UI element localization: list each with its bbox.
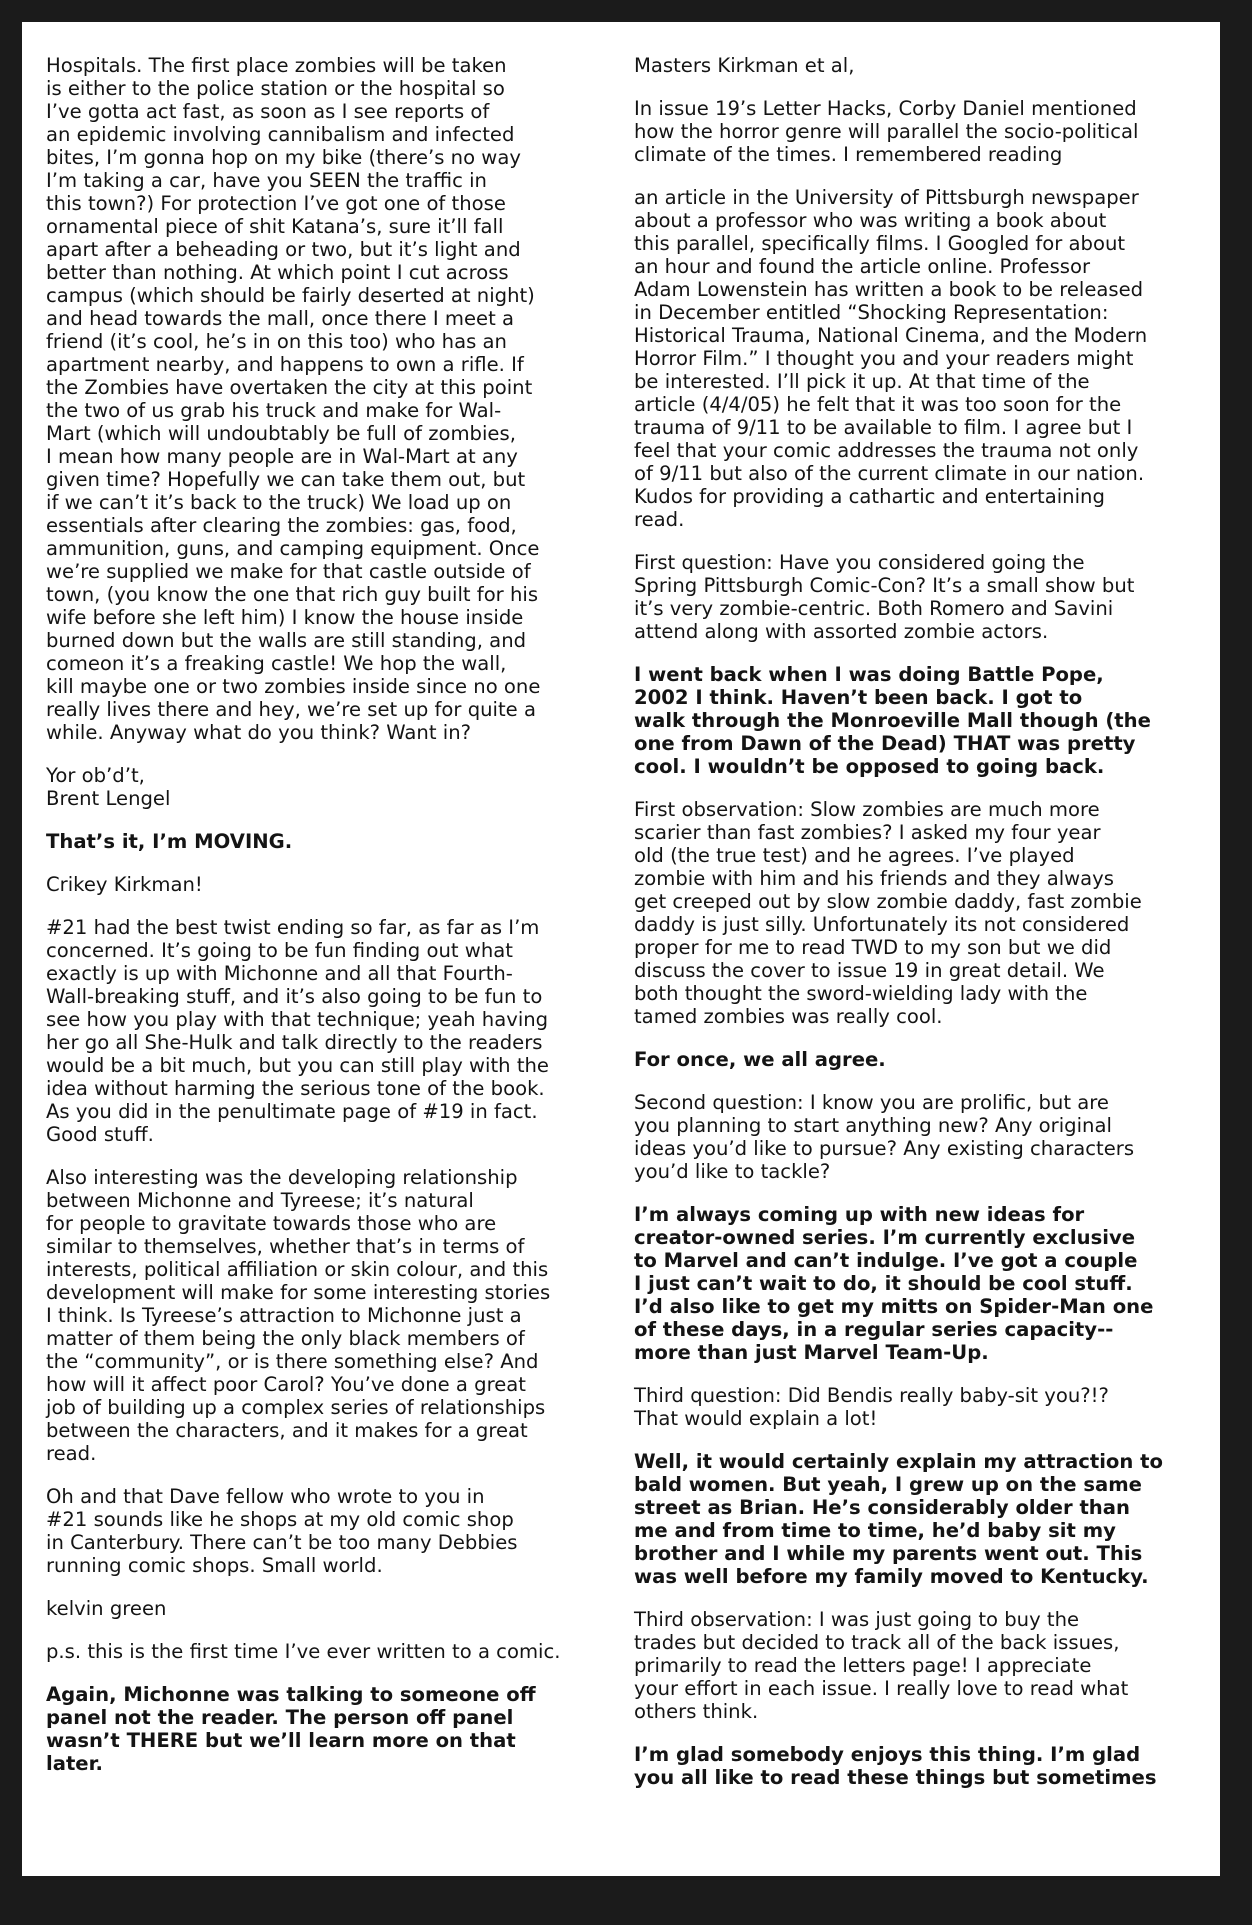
- letter-paragraph: In issue 19’s Letter Hacks, Corby Daniel mentioned how the horror genre will parallel the socio-political climate of the times. I remembered reading: [634, 97, 1139, 166]
- letter-paragraph: #21 had the best twist ending so far, as far as I’m concerned. It’s going to be fun finding out what exactly is up with Michonne and all that Fourth- Wall-breaking stuff, and it’s also going to be fun to see how you play with that technique; yeah having her go all She-Hulk and talk directly to the readers would be a bit much, but you can still play with the idea without harming the serious tone of the book. As you did in the penultimate page of #19 in fact. Good stuff.: [46, 916, 549, 1146]
- letter-signoff: Yor ob’d’t, Brent Lengel: [46, 764, 171, 810]
- editor-reply: That’s it, I’m MOVING.: [46, 830, 293, 853]
- editor-reply: Well, it would certainly explain my attraction to bald women. But yeah, I grew up on the same street as Brian. He’s considerably older than me and from time to time, he’d baby sit my brother and I while my parents went out. This was well before my family moved to Kentucky.: [634, 1450, 1163, 1588]
- letter-paragraph: Second question: I know you are prolific, but are you planning to start anything new? Any original ideas you’d like to pursue? Any existing characters you’d like to tackle?: [634, 1091, 1135, 1183]
- editor-reply: Again, Michonne was talking to someone off panel not the reader. The person off panel wasn’t THERE but we’ll learn more on that later.: [46, 1683, 536, 1775]
- letter-paragraph: Third observation: I was just going to buy the trades but decided to track all of the back issues, primarily to read the letters page! I appreciate your effort in each issue. I really love to read what others think.: [634, 1608, 1129, 1723]
- letter-paragraph: First observation: Slow zombies are much more scarier than fast zombies? I asked my four year old (the true test) and he agrees. I’ve played zombie with him and his friends and they always get creeped out by slow zombie daddy, fast zombie daddy is just silly. Unfortunately its not considered proper for me to read TWD to my son but we did discuss the cover to issue 19 in great detail. We both thought the sword-wielding lady with the tamed zombies was really cool.: [634, 798, 1142, 1028]
- letter-signature: kelvin green: [46, 1597, 167, 1620]
- editor-reply: I’m always coming up with new ideas for creator-owned series. I’m currently exclusive to Marvel and can’t indulge. I’ve got a couple I just can’t wait to do, it should be cool stuff. I’d also like to get my mitts on Spider-Man one of these days, in a regular series capacity-- more than just Marvel Team-Up.: [634, 1203, 1154, 1364]
- letter-paragraph: Oh and that Dave fellow who wrote to you in #21 sounds like he shops at my old comic shop in Canterbury. There can’t be too many Debbies running comic shops. Small world.: [46, 1485, 518, 1577]
- right-column: [634, 54, 1200, 1809]
- letter-paragraph: First question: Have you considered going the Spring Pittsburgh Comic-Con? It’s a small show but it’s very zombie-centric. Both Romero and Savini attend along with assorted zombie actors.: [634, 551, 1135, 643]
- editor-reply: I’m glad somebody enjoys this thing. I’m glad you all like to read these things but sometimes: [634, 1743, 1157, 1789]
- letter-greeting: Masters Kirkman et al,: [634, 54, 855, 77]
- letter-paragraph: Third question: Did Bendis really baby-sit you?!? That would explain a lot!: [634, 1384, 1109, 1430]
- letter-paragraph: Also interesting was the developing relationship between Michonne and Tyreese; it’s natural for people to gravitate towards those who are similar to themselves, whether that’s in terms of interests, political affiliation or skin colour, and this development will make for some interesting stories I think. Is Tyreese’s attraction to Michonne just a matter of them being the only black members of the “community”, or is there something else? And how will it affect poor Carol? You’ve done a great job of building up a complex series of relationships between the characters, and it makes for a great read.: [46, 1166, 551, 1465]
- letters-page: [22, 22, 1220, 1876]
- letter-greeting: Crikey Kirkman!: [46, 873, 203, 896]
- left-column: [46, 54, 606, 1795]
- letter-postscript: p.s. this is the first time I’ve ever written to a comic.: [46, 1640, 561, 1663]
- letter-paragraph: Hospitals. The first place zombies will be taken is either to the police station or the hospital so I’ve gotta act fast, as soon as I see reports of an epidemic involving cannibalism and infected bites, I’m gonna hop on my bike (there’s no way I’m taking a car, have you SEEN the traffic in this town?) For protection I’ve got one of those ornamental piece of shit Katana’s, sure it’ll fall apart after a beheading or two, but it’s light and better than nothing. At which point I cut across campus (which should be fairly deserted at night) and head towards the mall, once there I meet a friend (it’s cool, he’s in on this too) who has an apartment nearby, and happens to own a rifle. If the Zombies have overtaken the city at this point the two of us grab his truck and make for Wal- Mart (which will undoubtably be full of zombies, I mean how many people are in Wal-Mart at any given time? Hopefully we can take them out, but if we can’t it’s back to the truck) We load up on essentials after clearing the zombies: gas, food, ammunition, guns, and camping equipment. Once we’re supplied we make for that castle outside of town, (you know the one that rich guy built for his wife before she left him) I know the house inside burned down but the walls are still standing, and comeon it’s a freaking castle! We hop the wall, kill maybe one or two zombies inside since no one really lives there and hey, we’re set up for quite a while. Anyway what do you think? Want in?: [46, 54, 541, 744]
- editor-reply: For once, we all agree.: [634, 1048, 886, 1071]
- letter-paragraph: an article in the University of Pittsburgh newspaper about a professor who was writing a book about this parallel, specifically films. I Googled for about an hour and found the article online. Professor Adam Lowenstein has written a book to be released in December entitled “Shocking Representation: Historical Trauma, National Cinema, and the Modern Horror Film.” I thought you and your readers might be interested. I’ll pick it up. At that time of the article (4/4/05) he felt that it was too soon for the trauma of 9/11 to be available to film. I agree but I feel that your comic addresses the trauma not only of 9/11 but also of the current climate in our nation. Kudos for providing a cathartic and entertaining read.: [634, 186, 1148, 531]
- editor-reply: I went back when I was doing Battle Pope, 2002 I think. Haven’t been back. I got to walk through the Monroeville Mall though (the one from Dawn of the Dead) THAT was pretty cool. I wouldn’t be opposed to going back.: [634, 663, 1151, 778]
